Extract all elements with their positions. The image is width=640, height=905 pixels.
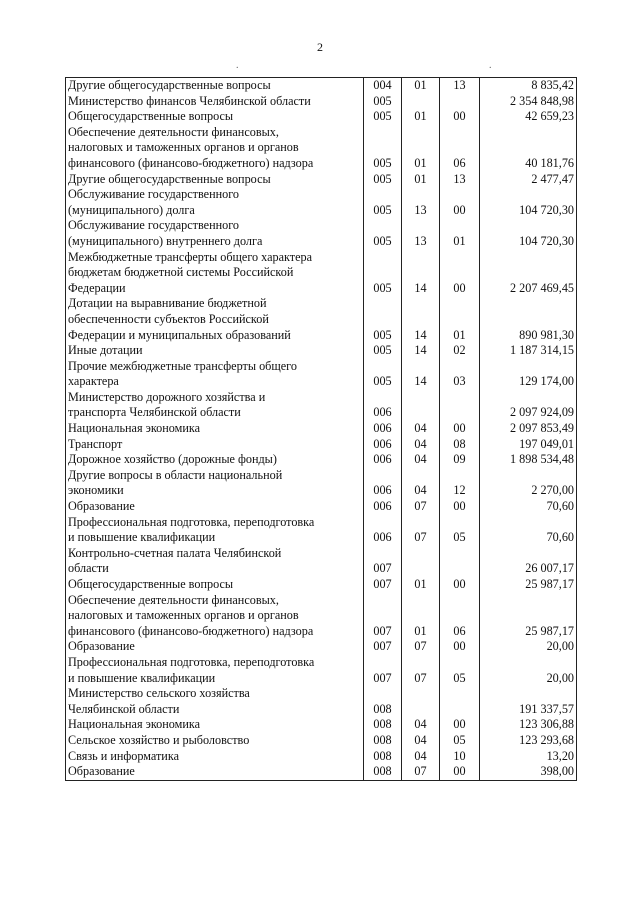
row-code-cell: 008 [364, 717, 402, 733]
row-section-cell [402, 686, 440, 717]
row-subsection-cell: 00 [440, 187, 480, 218]
row-section-cell: 04 [402, 749, 440, 765]
row-code-cell: 006 [364, 437, 402, 453]
row-section-cell [402, 546, 440, 577]
row-subsection-cell: 08 [440, 437, 480, 453]
row-amount-cell: 25 987,17 [480, 577, 577, 593]
row-subsection-cell: 00 [440, 764, 480, 780]
budget-table [65, 77, 577, 781]
table-row [66, 546, 577, 577]
row-section-cell: 01 [402, 577, 440, 593]
row-code-cell: 005 [364, 218, 402, 249]
table-row [66, 78, 577, 94]
row-code-cell: 005 [364, 187, 402, 218]
row-code-cell: 007 [364, 593, 402, 640]
row-amount-cell: 123 293,68 [480, 733, 577, 749]
row-code-cell: 006 [364, 421, 402, 437]
row-code-cell: 005 [364, 296, 402, 343]
row-code-cell: 006 [364, 452, 402, 468]
row-name-cell: Обеспечение деятельности финансовых, налоговых и таможенных органов и органов финансового (финансово-бюджетного) надзора [66, 593, 364, 640]
row-name-cell: Другие вопросы в области национальной экономики [66, 468, 364, 499]
row-code-cell: 007 [364, 655, 402, 686]
row-code-cell: 005 [364, 359, 402, 390]
row-name-cell: Прочие межбюджетные трансферты общего характера [66, 359, 364, 390]
row-code-cell: 005 [364, 172, 402, 188]
row-section-cell [402, 94, 440, 110]
row-name-cell: Обслуживание государственного (муниципального) внутреннего долга [66, 218, 364, 249]
row-section-cell: 14 [402, 250, 440, 297]
row-section-cell: 01 [402, 593, 440, 640]
row-section-cell: 07 [402, 639, 440, 655]
row-subsection-cell: 00 [440, 109, 480, 125]
row-section-cell: 07 [402, 655, 440, 686]
row-code-cell: 006 [364, 499, 402, 515]
row-amount-cell: 25 987,17 [480, 593, 577, 640]
row-section-cell: 07 [402, 499, 440, 515]
row-code-cell: 007 [364, 577, 402, 593]
row-amount-cell: 104 720,30 [480, 218, 577, 249]
row-name-cell: Обслуживание государственного (муниципального) долга [66, 187, 364, 218]
table-row [66, 296, 577, 343]
row-name-cell: Национальная экономика [66, 717, 364, 733]
row-amount-cell: 2 207 469,45 [480, 250, 577, 297]
row-name-cell: Министерство дорожного хозяйства и транспорта Челябинской области [66, 390, 364, 421]
row-subsection-cell: 00 [440, 577, 480, 593]
row-subsection-cell: 02 [440, 343, 480, 359]
row-name-cell: Министерство финансов Челябинской области [66, 94, 364, 110]
row-amount-cell: 890 981,30 [480, 296, 577, 343]
row-subsection-cell: 13 [440, 172, 480, 188]
table-row [66, 187, 577, 218]
row-subsection-cell: 00 [440, 250, 480, 297]
row-section-cell: 14 [402, 359, 440, 390]
row-code-cell: 008 [364, 733, 402, 749]
row-amount-cell: 104 720,30 [480, 187, 577, 218]
row-name-cell: Общегосударственные вопросы [66, 109, 364, 125]
row-section-cell: 04 [402, 717, 440, 733]
row-name-cell: Транспорт [66, 437, 364, 453]
row-subsection-cell: 10 [440, 749, 480, 765]
table-row [66, 717, 577, 733]
row-amount-cell: 20,00 [480, 655, 577, 686]
row-name-cell: Образование [66, 499, 364, 515]
row-subsection-cell: 05 [440, 733, 480, 749]
table-row [66, 390, 577, 421]
table-row [66, 733, 577, 749]
table-row [66, 764, 577, 780]
budget-table-body [66, 78, 577, 781]
row-subsection-cell: 00 [440, 717, 480, 733]
table-row [66, 343, 577, 359]
row-name-cell: Дорожное хозяйство (дорожные фонды) [66, 452, 364, 468]
row-code-cell: 008 [364, 686, 402, 717]
table-row [66, 686, 577, 717]
table-row [66, 250, 577, 297]
row-section-cell: 04 [402, 468, 440, 499]
row-amount-cell: 123 306,88 [480, 717, 577, 733]
row-section-cell: 07 [402, 764, 440, 780]
row-amount-cell: 26 007,17 [480, 546, 577, 577]
row-code-cell: 006 [364, 468, 402, 499]
row-amount-cell: 1 898 534,48 [480, 452, 577, 468]
row-amount-cell: 197 049,01 [480, 437, 577, 453]
row-name-cell: Национальная экономика [66, 421, 364, 437]
table-row [66, 94, 577, 110]
row-name-cell: Другие общегосударственные вопросы [66, 78, 364, 94]
row-section-cell: 04 [402, 452, 440, 468]
row-subsection-cell [440, 546, 480, 577]
row-name-cell: Профессиональная подготовка, переподготовка и повышение квалификации [66, 515, 364, 546]
row-name-cell: Дотации на выравнивание бюджетной обеспеченности субъектов Российской Федерации и муниципальных образований [66, 296, 364, 343]
row-code-cell: 005 [364, 343, 402, 359]
row-amount-cell: 1 187 314,15 [480, 343, 577, 359]
row-subsection-cell: 05 [440, 655, 480, 686]
table-row [66, 639, 577, 655]
row-amount-cell: 191 337,57 [480, 686, 577, 717]
row-section-cell: 04 [402, 421, 440, 437]
row-amount-cell: 70,60 [480, 499, 577, 515]
row-amount-cell: 70,60 [480, 515, 577, 546]
row-section-cell: 01 [402, 125, 440, 172]
row-name-cell: Связь и информатика [66, 749, 364, 765]
row-subsection-cell: 00 [440, 639, 480, 655]
table-row [66, 468, 577, 499]
table-row [66, 125, 577, 172]
row-code-cell: 005 [364, 125, 402, 172]
row-amount-cell: 129 174,00 [480, 359, 577, 390]
row-name-cell: Общегосударственные вопросы [66, 577, 364, 593]
row-section-cell: 01 [402, 172, 440, 188]
table-row [66, 749, 577, 765]
row-section-cell: 13 [402, 218, 440, 249]
row-subsection-cell: 01 [440, 218, 480, 249]
scan-mark: . [489, 60, 492, 71]
row-amount-cell: 2 477,47 [480, 172, 577, 188]
table-row [66, 359, 577, 390]
row-subsection-cell: 12 [440, 468, 480, 499]
table-row [66, 421, 577, 437]
row-amount-cell: 398,00 [480, 764, 577, 780]
table-row [66, 218, 577, 249]
page-number: 2 [317, 40, 323, 54]
table-row [66, 437, 577, 453]
row-section-cell [402, 390, 440, 421]
row-subsection-cell: 06 [440, 125, 480, 172]
row-amount-cell: 40 181,76 [480, 125, 577, 172]
row-section-cell: 13 [402, 187, 440, 218]
row-amount-cell: 42 659,23 [480, 109, 577, 125]
row-amount-cell: 2 097 853,49 [480, 421, 577, 437]
row-subsection-cell [440, 94, 480, 110]
row-code-cell: 007 [364, 639, 402, 655]
row-subsection-cell: 00 [440, 421, 480, 437]
row-section-cell: 01 [402, 109, 440, 125]
row-subsection-cell: 13 [440, 78, 480, 94]
row-amount-cell: 2 097 924,09 [480, 390, 577, 421]
row-section-cell: 14 [402, 343, 440, 359]
row-code-cell: 007 [364, 546, 402, 577]
row-name-cell: Сельское хозяйство и рыболовство [66, 733, 364, 749]
row-subsection-cell: 05 [440, 515, 480, 546]
row-section-cell: 04 [402, 733, 440, 749]
row-name-cell: Образование [66, 639, 364, 655]
row-amount-cell: 20,00 [480, 639, 577, 655]
table-row [66, 172, 577, 188]
row-subsection-cell: 03 [440, 359, 480, 390]
row-code-cell: 006 [364, 390, 402, 421]
row-code-cell: 008 [364, 764, 402, 780]
row-name-cell: Образование [66, 764, 364, 780]
row-subsection-cell: 09 [440, 452, 480, 468]
row-name-cell: Другие общегосударственные вопросы [66, 172, 364, 188]
row-subsection-cell: 06 [440, 593, 480, 640]
row-name-cell: Министерство сельского хозяйства Челябинской области [66, 686, 364, 717]
table-row [66, 452, 577, 468]
row-name-cell: Контрольно-счетная палата Челябинской области [66, 546, 364, 577]
row-section-cell: 07 [402, 515, 440, 546]
row-subsection-cell [440, 390, 480, 421]
table-row [66, 577, 577, 593]
row-section-cell: 14 [402, 296, 440, 343]
row-section-cell: 04 [402, 437, 440, 453]
row-subsection-cell: 01 [440, 296, 480, 343]
table-row [66, 109, 577, 125]
row-amount-cell: 2 354 848,98 [480, 94, 577, 110]
row-name-cell: Обеспечение деятельности финансовых, налоговых и таможенных органов и органов финансового (финансово-бюджетного) надзора [66, 125, 364, 172]
row-code-cell: 005 [364, 250, 402, 297]
row-subsection-cell: 00 [440, 499, 480, 515]
table-row [66, 655, 577, 686]
table-row [66, 499, 577, 515]
table-row [66, 515, 577, 546]
row-name-cell: Иные дотации [66, 343, 364, 359]
row-name-cell: Межбюджетные трансферты общего характера бюджетам бюджетной системы Российской Федерации [66, 250, 364, 297]
row-amount-cell: 13,20 [480, 749, 577, 765]
table-row [66, 593, 577, 640]
scan-mark: . [236, 60, 239, 71]
row-code-cell: 004 [364, 78, 402, 94]
row-name-cell: Профессиональная подготовка, переподготовка и повышение квалификации [66, 655, 364, 686]
row-subsection-cell [440, 686, 480, 717]
row-code-cell: 005 [364, 109, 402, 125]
row-amount-cell: 8 835,42 [480, 78, 577, 94]
row-code-cell: 006 [364, 515, 402, 546]
row-code-cell: 005 [364, 94, 402, 110]
row-amount-cell: 2 270,00 [480, 468, 577, 499]
row-section-cell: 01 [402, 78, 440, 94]
row-code-cell: 008 [364, 749, 402, 765]
